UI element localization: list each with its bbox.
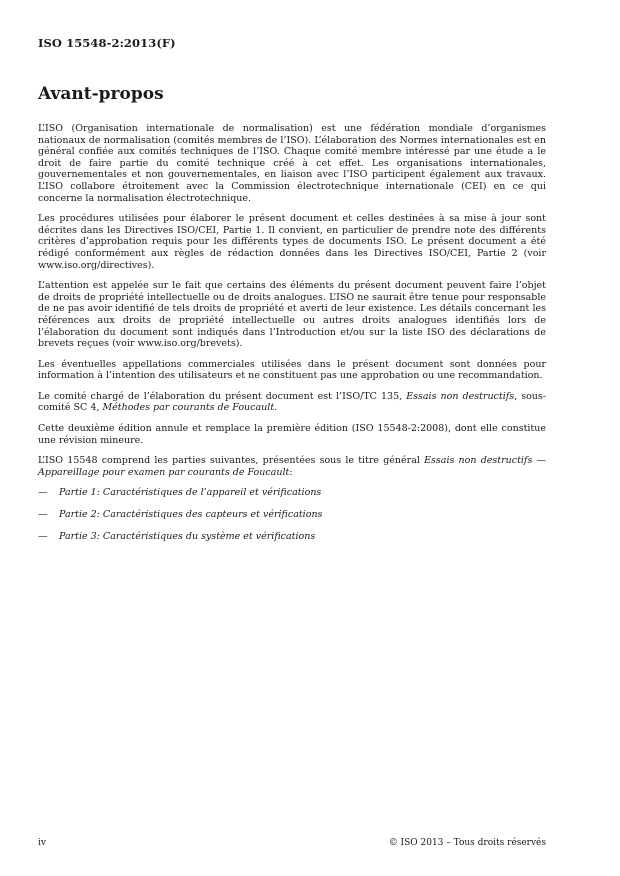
paragraph-procedures: Les procédures utilisées pour élaborer le présent document et celles destinées à sa mise à jour sont décrites dans les Directives ISO/CEI, Partie 1. Il convient, en particulier de prendre note des différents critères d’approbation requis pour les différents types de documents ISO. Le présent document a été rédigé conformément aux règles de rédaction données dans les Directives ISO/CEI, Partie 2 (voir www.iso.org/directives). [38,213,546,271]
copyright-notice: © ISO 2013 – Tous droits réservés [388,838,546,848]
part-title: Partie 2: Caractéristiques des capteurs et vérifications [59,509,323,521]
parts-intro-before: L’ISO 15548 comprend les parties suivantes, présentées sous le titre général [38,455,425,467]
list-dash: — [38,530,48,542]
list-dash: — [38,509,48,521]
foreword-body [38,123,546,552]
document-reference: ISO 15548-2:2013(F) [38,36,176,50]
committee-text-middle: , sous-comité SC 4, [38,390,547,414]
part-title: Partie 3: Caractéristiques du système et vérifications [59,530,316,542]
subcommittee-name: Méthodes par courants de Foucault [102,402,275,414]
committee-text-before: Le comité chargé de l’élaboration du présent document est l’ISO/TC 135, [38,390,407,402]
parts-list [38,487,546,542]
list-item [38,531,546,543]
paragraph-edition: Cette deuxième édition annule et remplace la première édition (ISO 15548-2:2008), dont elle constitue une révision mineure. [38,423,546,446]
list-item [38,509,546,521]
committee-name: Essais non destructifs [406,390,515,402]
paragraph-committee [38,391,546,414]
paragraph-patent-rights: L’attention est appelée sur le fait que certains des éléments du présent document peuvent faire l’objet de droits de propriété intellectuelle ou de droits analogues. L’ISO ne saurait être tenue pour responsable de ne pas avoir identifié de tels droits de propriété et averti de leur existence. Les détails concernant les références aux droits de propriété intellectuelle ou autres droits analogues identifiés lors de l’élaboration du document sont indiqués dans l’Introduction et/ou sur la liste ISO des déclarations de brevets reçues (voir www.iso.org/brevets). [38,280,546,350]
parts-intro-after: : [289,466,293,478]
general-title: Essais non destructifs — Appareillage pour examen par courants de Foucault [38,455,547,478]
paragraph-iso-organisation: L’ISO (Organisation internationale de normalisation) est une fédération mondiale d’organismes nationaux de normalisation (comités membres de l’ISO). L’élaboration des Normes internationales est en général confiée aux comités techniques de l’ISO. Chaque comité membre intéressé par une étude a le droit de faire partie du comité technique créé à cet effet. Les organisations internationales, gouvernementales et non gouvernementales, en liaison avec l’ISO participent également aux travaux. L’ISO collabore étroitement avec la Commission électrotechnique internationale (CEI) en ce qui concerne la normalisation électrotechnique. [38,123,546,204]
paragraph-parts-intro [38,455,546,478]
list-dash: — [38,487,48,499]
committee-text-after: . [274,402,278,414]
part-title: Partie 1: Caractéristiques de l’appareil et vérifications [59,487,322,499]
page-title: Avant-propos [38,84,164,104]
paragraph-trade-names: Les éventuelles appellations commerciales utilisées dans le présent document sont données pour information à l’intention des utilisateurs et ne constituent pas une approbation ou une recommandation. [38,358,546,382]
list-item [38,487,546,499]
page-number: iv [38,838,46,848]
